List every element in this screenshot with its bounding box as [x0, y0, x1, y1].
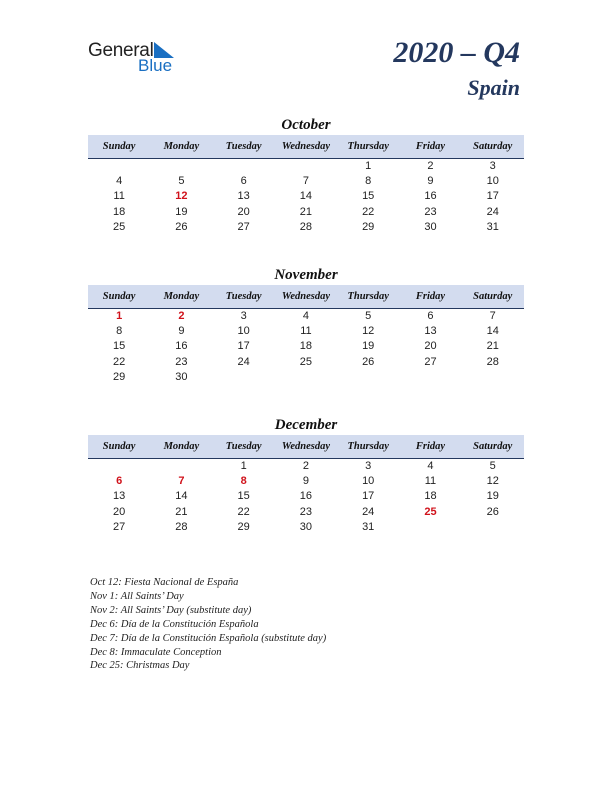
weekday-label: Wednesday: [281, 141, 331, 152]
day-cell: 5: [365, 310, 372, 322]
weekday-label: Thursday: [347, 141, 389, 152]
logo-word-blue: Blue: [138, 56, 173, 75]
weekday-label: Monday: [163, 141, 200, 152]
day-cell: 9: [178, 325, 185, 338]
day-cell: 19: [362, 340, 375, 353]
weekday-header: [88, 135, 524, 159]
holiday-note: Oct 12: Fiesta Nacional de España: [90, 577, 239, 588]
week-row: [88, 489, 524, 504]
weekday-header: [88, 435, 524, 459]
week-row: [88, 370, 524, 385]
week-row: [88, 174, 524, 189]
day-cell: 18: [424, 490, 437, 503]
day-cell: 16: [175, 340, 188, 353]
holiday-note: Nov 1: All Saints’ Day: [90, 590, 184, 602]
month-november: [88, 265, 524, 385]
week-row: [88, 205, 524, 220]
day-cell: 13: [113, 490, 126, 503]
day-cell: 10: [362, 475, 375, 488]
weekday-label: Monday: [163, 291, 200, 302]
day-cell: 22: [113, 355, 126, 368]
day-cell: 1: [240, 460, 247, 472]
day-cell: 31: [486, 220, 499, 233]
weekday-label: Thursday: [347, 441, 389, 452]
day-cell: 17: [486, 190, 499, 203]
weekday-label: Tuesday: [225, 291, 262, 302]
week-row: [88, 355, 524, 370]
day-cell: 8: [240, 475, 247, 488]
week-row: [88, 220, 524, 235]
holiday-note: Dec 6: Día de la Constitución Española: [90, 618, 259, 630]
day-cell: 8: [116, 325, 123, 338]
day-cell: 27: [237, 220, 250, 233]
day-cell: 23: [299, 505, 313, 518]
day-cell: 29: [237, 520, 250, 533]
weekday-label: Friday: [415, 291, 446, 302]
page-title: 2020 – Q4: [393, 36, 520, 69]
month-grid: [88, 159, 524, 235]
day-cell: 30: [424, 220, 437, 233]
week-row: [88, 505, 524, 520]
day-cell: 2: [178, 310, 185, 322]
day-cell: [88, 159, 150, 174]
day-cell: 10: [486, 175, 499, 188]
day-cell: [213, 370, 275, 385]
weekday-label: Wednesday: [281, 291, 331, 302]
day-cell: 4: [302, 310, 309, 322]
day-cell: 25: [113, 220, 126, 233]
day-cell: 24: [486, 205, 499, 218]
day-cell: 29: [362, 220, 375, 233]
weekday-label: Friday: [415, 441, 446, 452]
day-cell: 14: [486, 325, 499, 338]
day-cell: 25: [299, 355, 313, 368]
day-cell: [399, 370, 461, 385]
day-cell: 30: [299, 520, 313, 533]
day-cell: 12: [362, 325, 375, 338]
day-cell: 13: [424, 325, 437, 338]
day-cell: 26: [175, 220, 188, 233]
day-cell: 24: [362, 505, 375, 518]
day-cell: 27: [424, 355, 437, 368]
day-cell: 30: [175, 370, 188, 383]
month-october: [88, 115, 524, 235]
month-december: [88, 415, 524, 535]
day-cell: 8: [365, 175, 372, 188]
day-cell: 10: [237, 325, 250, 338]
day-cell: 3: [489, 160, 496, 172]
day-cell: 4: [116, 175, 123, 188]
month-title: November: [274, 267, 338, 283]
weekday-label: Saturday: [473, 441, 513, 452]
day-cell: 18: [113, 205, 126, 218]
day-cell: 11: [113, 190, 125, 203]
day-cell: 7: [302, 175, 309, 188]
day-cell: [462, 370, 524, 385]
holiday-note: Dec 8: Immaculate Conception: [90, 646, 222, 658]
day-cell: 7: [178, 475, 185, 488]
day-cell: [462, 520, 524, 535]
day-cell: [337, 370, 399, 385]
day-cell: 11: [424, 475, 437, 488]
day-cell: 2: [427, 160, 434, 172]
day-cell: 15: [237, 490, 250, 503]
day-cell: 23: [175, 355, 188, 368]
holiday-note: Dec 25: Christmas Day: [90, 660, 190, 672]
day-cell: 12: [175, 190, 188, 203]
holiday-notes: [90, 576, 326, 673]
day-cell: 15: [362, 190, 375, 203]
day-cell: 28: [486, 355, 499, 368]
week-row: [88, 339, 524, 354]
day-cell: 16: [299, 490, 313, 503]
day-cell: [275, 370, 337, 385]
day-cell: 29: [113, 370, 126, 383]
day-cell: [150, 459, 212, 474]
day-cell: 13: [237, 190, 250, 203]
holiday-note: Nov 2: All Saints’ Day (substitute day): [90, 604, 252, 616]
day-cell: 7: [489, 310, 496, 322]
day-cell: 21: [486, 340, 499, 353]
weekday-label: Monday: [163, 441, 200, 452]
weekday-label: Tuesday: [225, 441, 262, 452]
day-cell: 20: [424, 340, 437, 353]
week-row: [88, 520, 524, 535]
week-row: [88, 324, 524, 339]
day-cell: [88, 459, 150, 474]
logo-word-general: General: [88, 40, 154, 61]
day-cell: 28: [175, 520, 188, 533]
day-cell: [150, 159, 212, 174]
day-cell: 5: [489, 460, 496, 472]
day-cell: 22: [362, 205, 375, 218]
day-cell: 6: [116, 475, 123, 488]
day-cell: 26: [486, 505, 499, 518]
day-cell: 26: [362, 355, 375, 368]
day-cell: 18: [299, 340, 313, 353]
day-cell: 1: [365, 160, 372, 172]
day-cell: 1: [116, 310, 123, 322]
weekday-label: Friday: [415, 141, 446, 152]
month-title: December: [274, 417, 338, 433]
day-cell: 28: [299, 220, 313, 233]
day-cell: 24: [237, 355, 250, 368]
day-cell: 25: [424, 505, 437, 518]
weekday-label: Saturday: [473, 141, 513, 152]
day-cell: 27: [113, 520, 126, 533]
weekday-label: Sunday: [102, 441, 136, 452]
day-cell: 17: [362, 490, 375, 503]
weekday-label: Sunday: [102, 291, 136, 302]
day-cell: 6: [427, 310, 434, 322]
day-cell: [213, 159, 275, 174]
weekday-label: Sunday: [102, 141, 136, 152]
day-cell: 9: [302, 475, 309, 488]
day-cell: 3: [240, 310, 247, 322]
day-cell: 5: [178, 175, 185, 188]
week-row: [88, 309, 524, 324]
day-cell: 14: [175, 490, 188, 503]
holiday-note: Dec 7: Día de la Constitución Española (substitute day): [90, 632, 327, 644]
day-cell: 9: [427, 175, 434, 188]
day-cell: 20: [113, 505, 126, 518]
weekday-label: Wednesday: [281, 441, 331, 452]
day-cell: 3: [365, 460, 372, 472]
day-cell: 6: [240, 175, 247, 188]
country-name: Spain: [467, 75, 520, 100]
month-title: October: [281, 117, 331, 133]
day-cell: 22: [237, 505, 250, 518]
day-cell: 15: [113, 340, 126, 353]
month-grid: [88, 459, 524, 535]
day-cell: 21: [299, 205, 313, 218]
day-cell: 23: [424, 205, 437, 218]
logo: [88, 40, 188, 80]
day-cell: 4: [427, 460, 434, 472]
day-cell: 19: [175, 205, 188, 218]
day-cell: 12: [486, 475, 499, 488]
week-row: [88, 159, 524, 174]
weekday-label: Thursday: [347, 291, 389, 302]
week-row: [88, 459, 524, 474]
day-cell: 2: [302, 460, 309, 472]
week-row: [88, 474, 524, 489]
day-cell: [275, 159, 337, 174]
day-cell: 16: [424, 190, 437, 203]
weekday-label: Saturday: [473, 291, 513, 302]
weekday-label: Tuesday: [225, 141, 262, 152]
day-cell: 31: [362, 520, 375, 533]
weekday-header: [88, 285, 524, 309]
day-cell: 11: [300, 325, 312, 338]
month-grid: [88, 309, 524, 385]
day-cell: 14: [299, 190, 313, 203]
day-cell: 17: [237, 340, 250, 353]
day-cell: 20: [237, 205, 250, 218]
week-row: [88, 189, 524, 204]
day-cell: 21: [175, 505, 188, 518]
day-cell: [399, 520, 461, 535]
day-cell: 19: [486, 490, 499, 503]
